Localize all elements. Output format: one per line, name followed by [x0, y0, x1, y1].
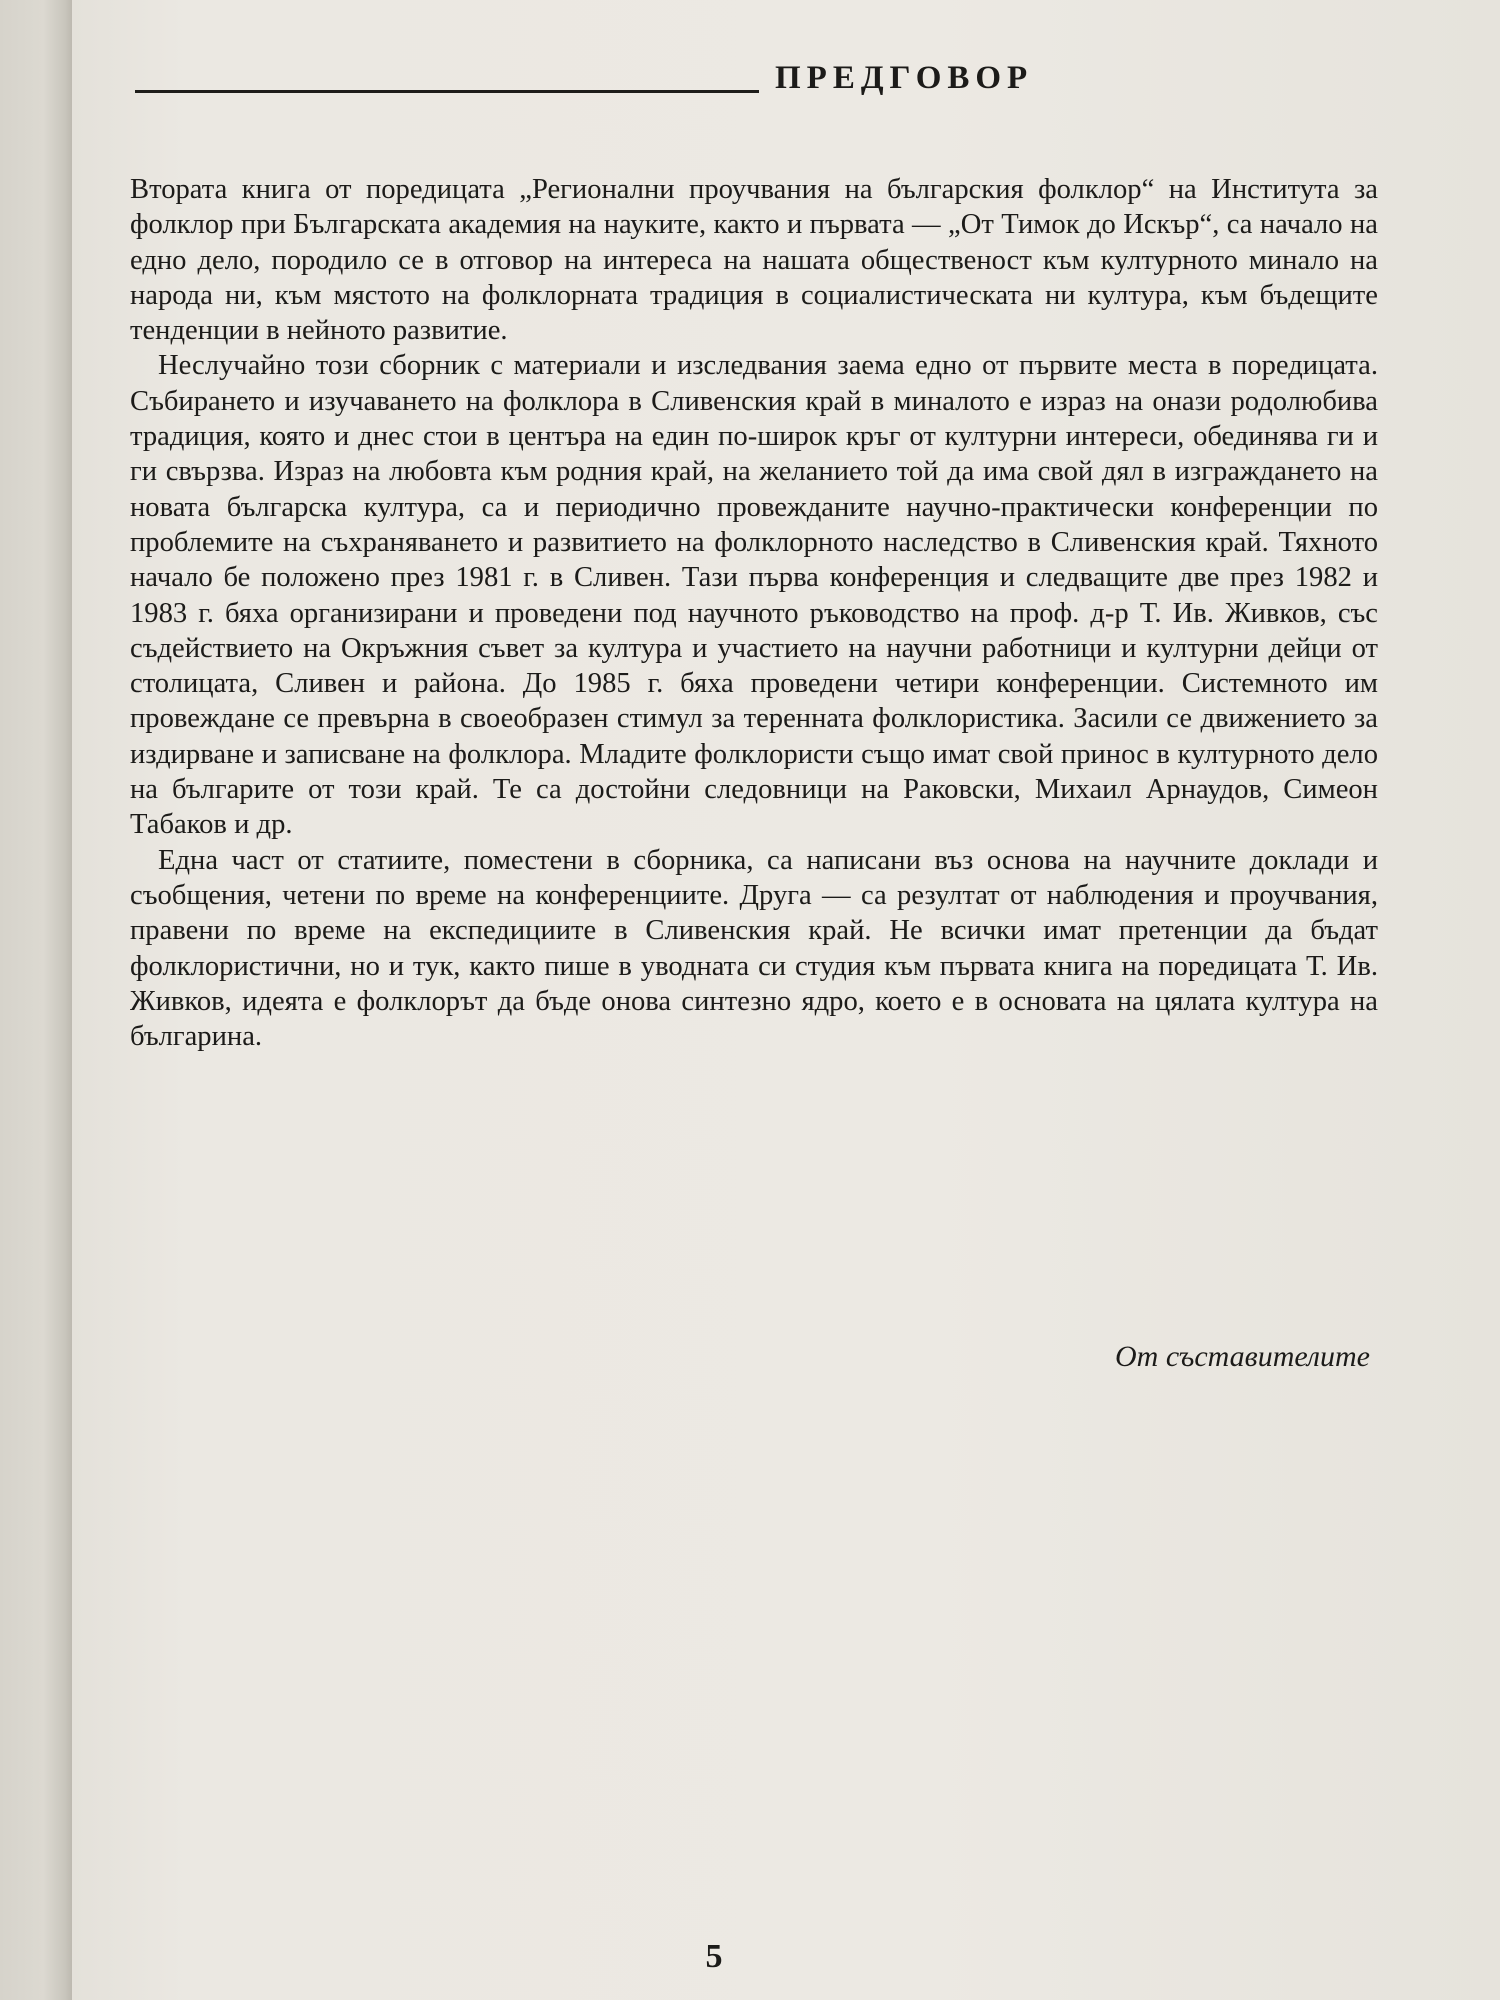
page-gutter — [0, 0, 72, 2000]
signature: От съставителите — [1115, 1340, 1370, 1373]
page-number: 5 — [705, 1938, 723, 1975]
preface-body — [130, 172, 1378, 1054]
paragraph-2: Неслучайно този сборник с материали и изследвания заема едно от първите места в поредицата. Събирането и изучаването на фолклора в Сливенския край в миналото е израз на онази родолюбива традиция, която и днес стои в центъра на един по-широк кръг от културни интереси, обединява ги и ги свързва. Израз на любовта към родния край, на желанието той да има свой дял в изграждането на новата българска култура, са и периодично провежданите научно-практически конференции по проблемите на съхраняването и развитието на фолклорното наследство в Сливенския край. Тяхното начало бе положено през 1981 г. в Сливен. Тази първа конференция и следващите две през 1982 и 1983 г. бяха организирани и проведени под научното ръководство на проф. д-р Т. Ив. Живков, със съдействието на Окръжния съвет за култура и участието на научни работници и културни дейци от столицата, Сливен и района. До 1985 г. бяха проведени четири конференции. Системното им провеждане се превърна в своеобразен стимул за теренната фолклористика. Засили се движението за издирване и записване на фолклора. Младите фолклористи също имат свой принос в културното дело на българите от този край. Те са достойни следовници на Раковски, Михаил Арнаудов, Симеон Табаков и др. — [130, 350, 1378, 841]
paragraph-3: Една част от статиите, поместени в сборника, са написани въз основа на научните доклади и съобщения, четени по време на конференциите. Друга — са резултат от наблюдения и проучвания, правени по време на експедициите в Сливенския край. Не всички имат претенции да бъдат фолклористични, но и тук, както пише в уводната си студия към първата книга на поредицата Т. Ив. Живков, идеята е фолклорът да бъде онова синтезно ядро, което е в основата на цялата култура на българина. — [130, 844, 1378, 1053]
page-header — [135, 58, 1085, 98]
paragraph-1: Втората книга от поредицата „Регионални проучвания на българския фолклор“ на Института за фолклор при Българската академия на науките, както и първата — „От Тимок до Искър“, са начало на едно дело, породило се в отговор на интереса на нашата общественост към културното минало на народа ни, към мястото на фолклорната традиция в социалистическата ни култура, към бъдещите тенденции в нейното развитие. — [130, 174, 1378, 347]
page-title: ПРЕДГОВОР — [775, 60, 1034, 96]
header-rule — [135, 90, 759, 93]
